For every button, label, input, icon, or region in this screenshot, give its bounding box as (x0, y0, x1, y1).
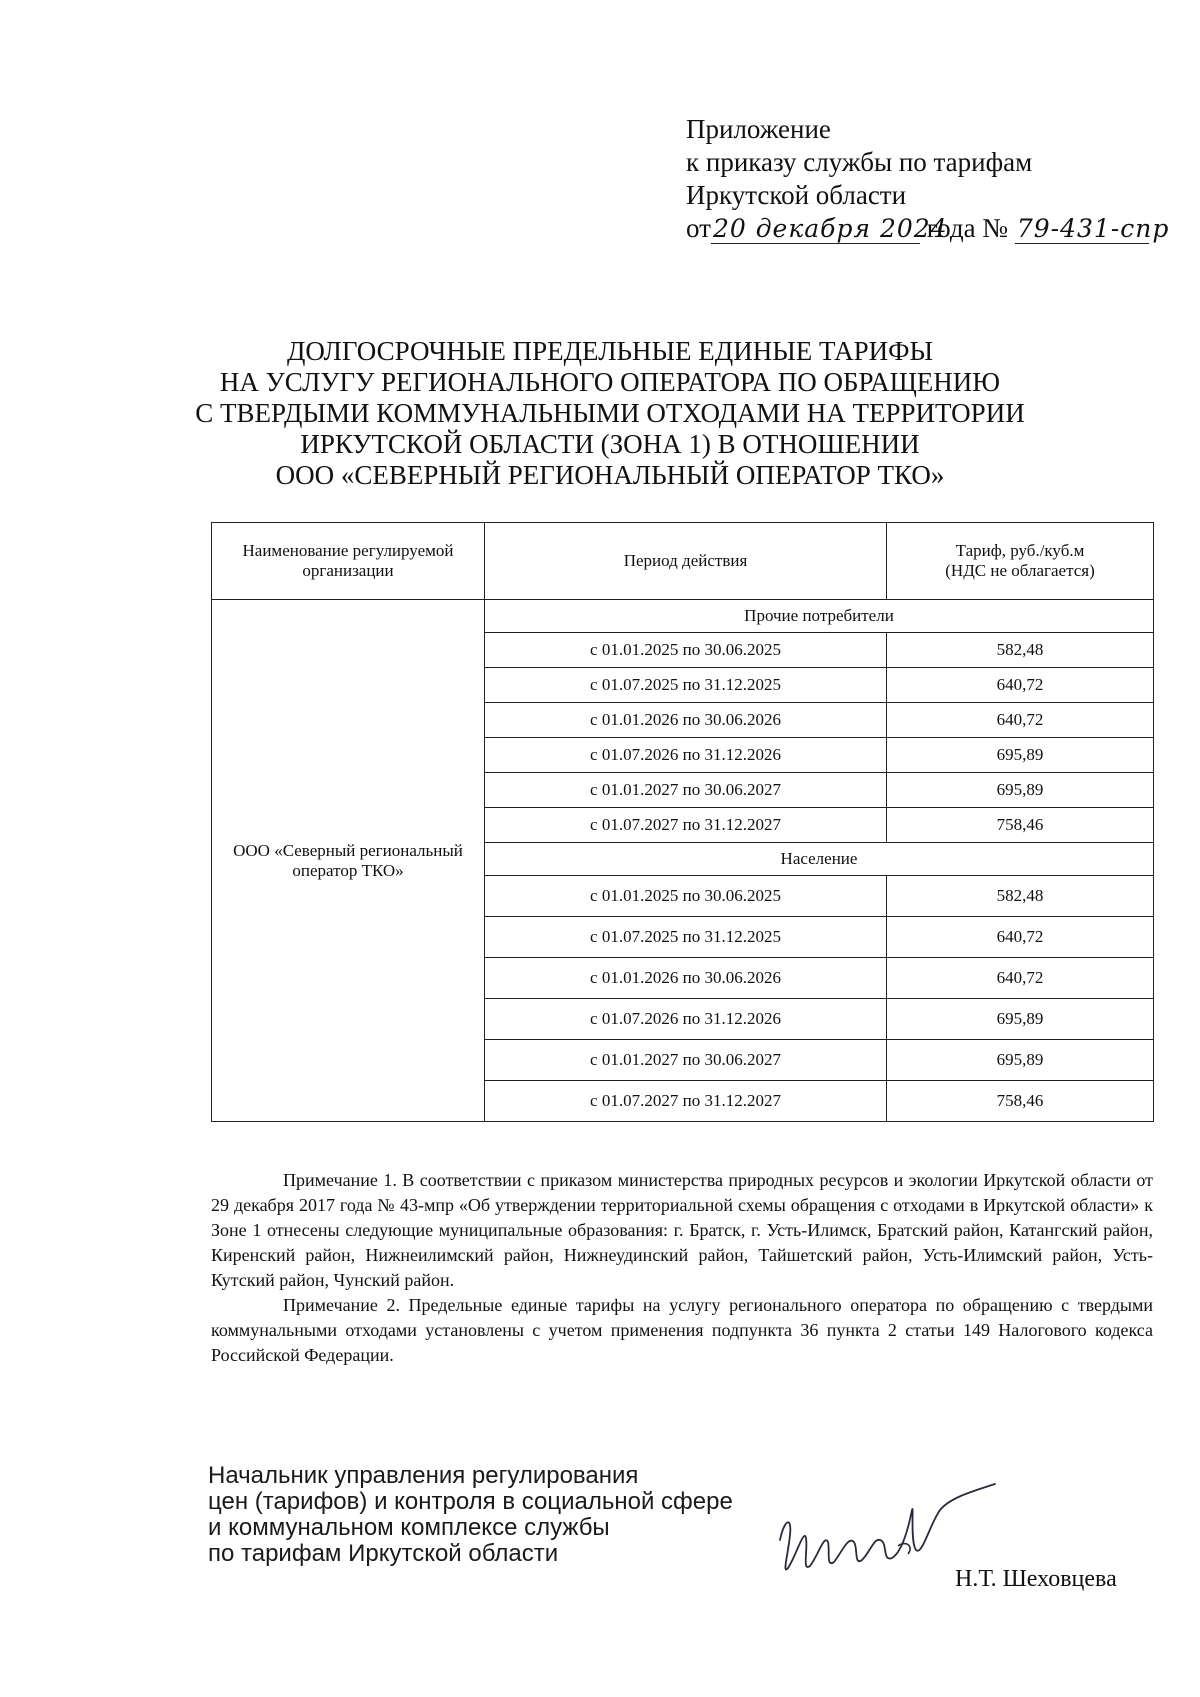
appendix-block (686, 113, 1170, 245)
note-1: Примечание 1. В соответствии с приказом министерства природных ресурсов и экологии Иркутской области от 29 декабря 2017 года № 43-мпр «Об утверждении территориальной схемы обращения с отходами в Иркутской области» к Зоне 1 отнесены следующие муниципальные образования: г. Братск, г. Усть-Илимск, Братский район, Катангский район, Киренский район, Нижнеилимский район, Нижнеудинский район, Тайшетский район, Усть-Илимский район, Усть-Кутский район, Чунский район. (211, 1170, 1153, 1290)
signer-name: Н.Т. Шеховцева (955, 1566, 1117, 1592)
tariff-cell: 640,72 (887, 703, 1154, 738)
tariff-cell: 695,89 (887, 1040, 1154, 1081)
period-cell: с 01.07.2027 по 31.12.2027 (485, 1081, 887, 1122)
header-organization: Наименование регулируемой организации (212, 523, 485, 600)
period-cell: с 01.01.2025 по 30.06.2025 (485, 876, 887, 917)
notes-block (211, 1168, 1153, 1368)
period-cell: с 01.01.2027 по 30.06.2027 (485, 1040, 887, 1081)
header-period: Период действия (485, 523, 887, 600)
document-title (160, 336, 1060, 491)
appendix-line-3: Иркутской области (686, 180, 907, 210)
year-suffix: года № (926, 213, 1009, 243)
group-label-other: Прочие потребители (485, 600, 1154, 633)
title-line-2: НА УСЛУГУ РЕГИОНАЛЬНОГО ОПЕРАТОРА ПО ОБРАЩЕНИЮ (219, 367, 1001, 397)
period-cell: с 01.07.2025 по 31.12.2025 (485, 668, 887, 703)
tariff-cell: 640,72 (887, 917, 1154, 958)
handwritten-date: 20 декабря 2024 (712, 214, 948, 243)
title-line-5: ООО «СЕВЕРНЫЙ РЕГИОНАЛЬНЫЙ ОПЕРАТОР ТКО» (275, 460, 945, 490)
handwritten-order-number: 79-431-спр (1016, 214, 1170, 243)
tariff-table (211, 522, 1154, 1122)
header-tariff-line-1: Тариф, руб./куб.м (955, 541, 1085, 560)
tariff-cell: 640,72 (887, 958, 1154, 999)
tariff-cell: 695,89 (887, 999, 1154, 1040)
table-header-row (212, 523, 1154, 600)
tariff-cell: 695,89 (887, 738, 1154, 773)
period-cell: с 01.07.2025 по 31.12.2025 (485, 917, 887, 958)
signatory-title-block (208, 1463, 733, 1567)
tariff-cell: 758,46 (887, 1081, 1154, 1122)
title-line-1: ДОЛГОСРОЧНЫЕ ПРЕДЕЛЬНЫЕ ЕДИНЫЕ ТАРИФЫ (286, 336, 934, 366)
period-cell: с 01.01.2026 по 30.06.2026 (485, 703, 887, 738)
period-cell: с 01.01.2026 по 30.06.2026 (485, 958, 887, 999)
period-cell: с 01.01.2027 по 30.06.2027 (485, 773, 887, 808)
tariff-cell: 758,46 (887, 808, 1154, 843)
note-2: Примечание 2. Предельные единые тарифы на услугу регионального оператора по обращению с твердыми коммунальными отходами установлены с учетом применения подпункта 36 пункта 2 статьи 149 Налогового кодекса Российской Федерации. (211, 1295, 1153, 1365)
appendix-line-2: к приказу службы по тарифам (686, 147, 1033, 177)
appendix-order-line (686, 212, 1170, 245)
header-tariff (887, 523, 1154, 600)
tariff-cell: 640,72 (887, 668, 1154, 703)
period-cell: с 01.07.2026 по 31.12.2026 (485, 738, 887, 773)
organization-cell: ООО «Северный региональный оператор ТКО» (212, 600, 485, 1122)
signatory-line-1: Начальник управления регулирования (208, 1462, 639, 1489)
group-row-other (212, 600, 1154, 633)
header-tariff-line-2: (НДС не облагается) (945, 561, 1095, 580)
signatory-line-4: по тарифам Иркутской области (208, 1540, 559, 1567)
tariff-cell: 582,48 (887, 876, 1154, 917)
period-cell: с 01.07.2026 по 31.12.2026 (485, 999, 887, 1040)
appendix-line-1: Приложение (686, 114, 831, 144)
group-label-population: Население (485, 843, 1154, 876)
tariff-cell: 582,48 (887, 633, 1154, 668)
period-cell: с 01.01.2025 по 30.06.2025 (485, 633, 887, 668)
signatory-line-2: цен (тарифов) и контроля в социальной сфере (208, 1488, 733, 1515)
period-cell: с 01.07.2027 по 31.12.2027 (485, 808, 887, 843)
title-line-4: ИРКУТСКОЙ ОБЛАСТИ (ЗОНА 1) В ОТНОШЕНИИ (300, 429, 920, 459)
tariff-cell: 695,89 (887, 773, 1154, 808)
date-prefix: от (686, 213, 711, 243)
title-line-3: С ТВЕРДЫМИ КОММУНАЛЬНЫМИ ОТХОДАМИ НА ТЕРРИТОРИИ (195, 398, 1025, 428)
signatory-line-3: и коммунальном комплексе службы (208, 1514, 610, 1541)
